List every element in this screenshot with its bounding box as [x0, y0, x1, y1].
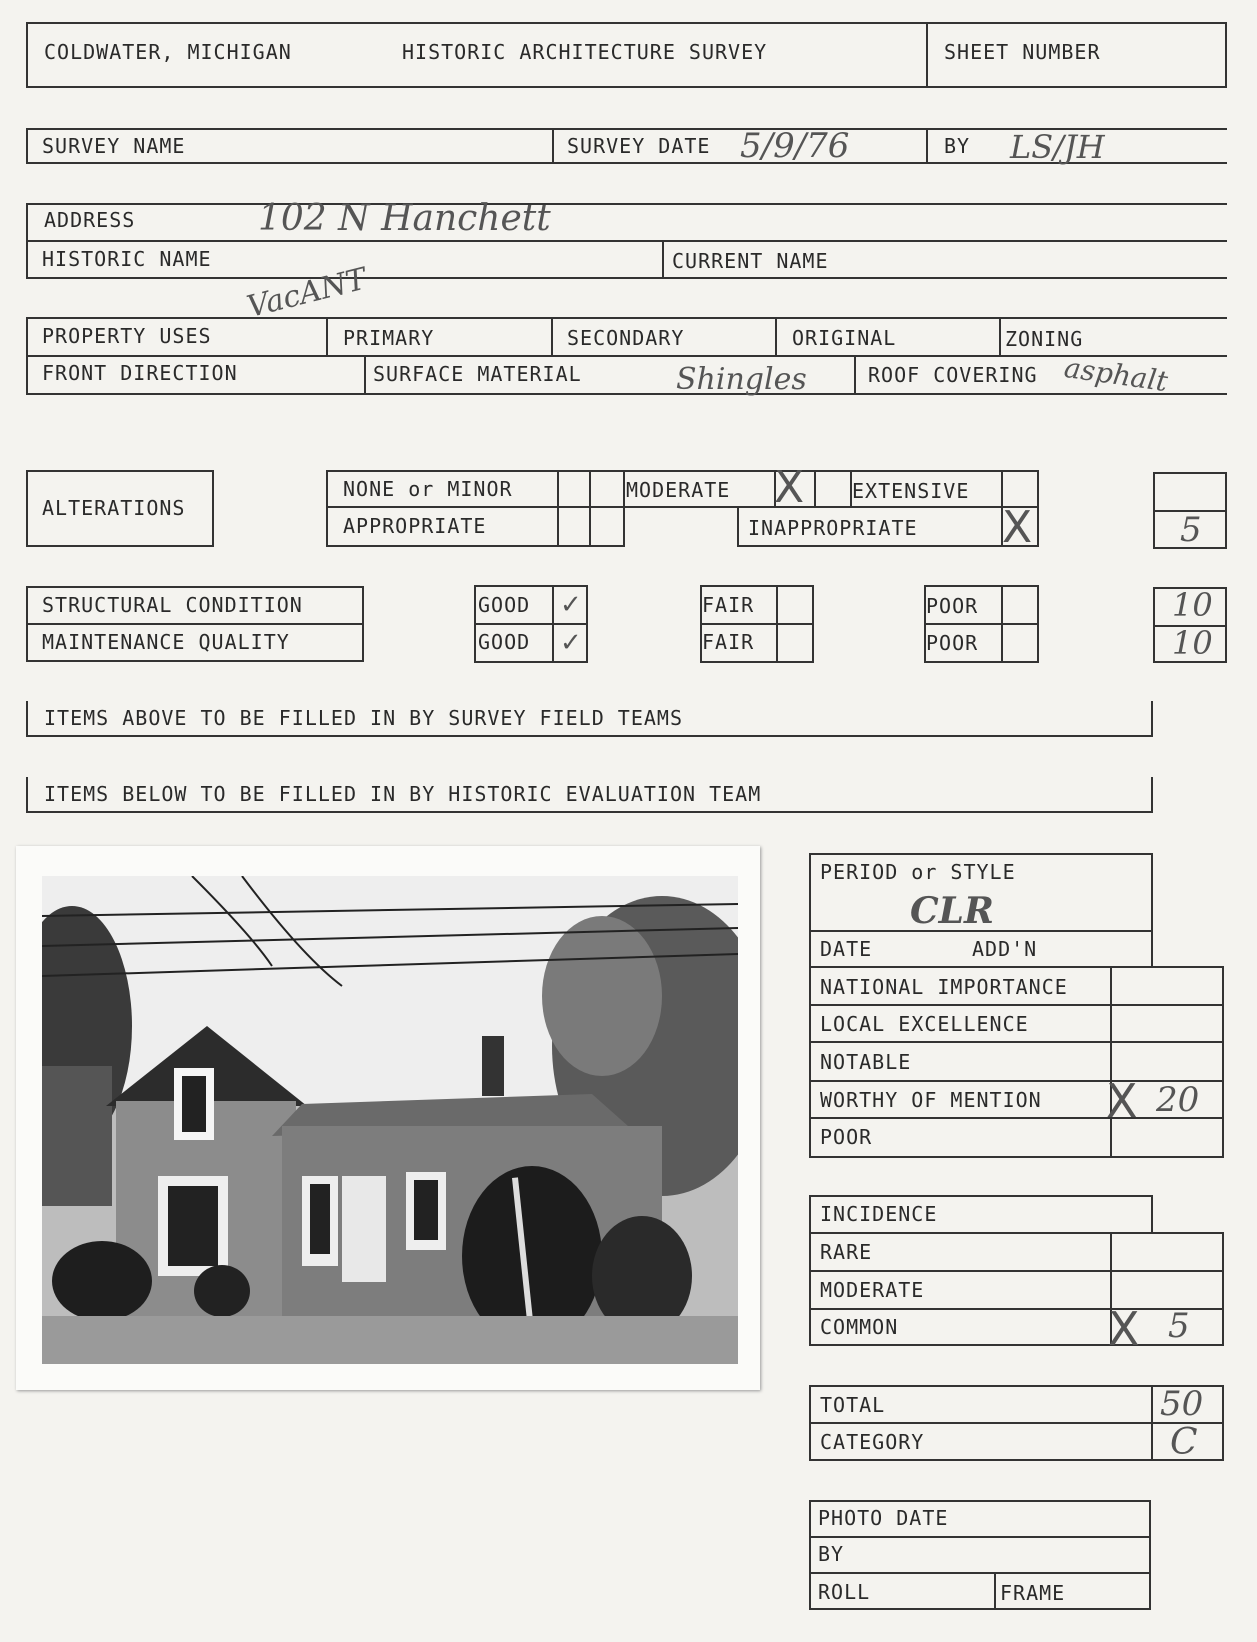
alt-div-2	[589, 470, 591, 547]
eval-v2	[1222, 966, 1224, 1158]
address-value: 102 N Hanchett	[258, 198, 551, 239]
alt-div-3	[623, 470, 625, 547]
good-vdiv	[552, 585, 554, 663]
inc-h4	[809, 1344, 1224, 1346]
date-label: DATE	[820, 937, 873, 961]
good-label-2: GOOD	[478, 630, 531, 654]
eval-h7	[809, 1156, 1224, 1158]
alt-div-9	[737, 508, 739, 547]
maintenance-label: MAINTENANCE QUALITY	[42, 630, 290, 654]
alt-div-8	[1037, 470, 1039, 547]
identity-divider-v	[662, 240, 664, 279]
property-divider-6	[854, 355, 856, 395]
incidence-right	[1151, 1195, 1153, 1233]
header-title: HISTORIC ARCHITECTURE SURVEY	[402, 40, 768, 64]
condition-label-divider	[26, 623, 364, 625]
structural-label: STRUCTURAL CONDITION	[42, 593, 303, 617]
inappropriate-mark: X	[1002, 502, 1033, 553]
none-minor-label: NONE or MINOR	[343, 477, 513, 501]
incidence-label: INCIDENCE	[820, 1202, 938, 1226]
secondary-label: SECONDARY	[567, 326, 685, 350]
period-style-label: PERIOD or STYLE	[820, 860, 1016, 884]
poor-label-1: POOR	[926, 594, 979, 618]
inc-h2	[809, 1270, 1224, 1272]
notes-above: ITEMS ABOVE TO BE FILLED IN BY SURVEY FIELD TEAMS	[44, 706, 684, 730]
eval-h4	[809, 1041, 1224, 1043]
property-divider-4	[999, 317, 1001, 355]
front-direction-label: FRONT DIRECTION	[42, 361, 238, 385]
alt-left	[326, 470, 328, 547]
current-name-label: CURRENT NAME	[672, 249, 829, 273]
roof-covering-label: ROOF COVERING	[868, 363, 1038, 387]
survey-divider-2	[926, 128, 928, 164]
structural-score: 10	[1172, 586, 1213, 624]
survey-by-label: BY	[944, 134, 971, 158]
poor-vdiv	[1001, 585, 1003, 663]
property-divider-2	[551, 317, 553, 355]
alt-bottom-2	[737, 545, 1039, 547]
notable-label: NOTABLE	[820, 1050, 912, 1074]
worthy-label: WORTHY OF MENTION	[820, 1088, 1042, 1112]
header-city: COLDWATER, MICHIGAN	[44, 40, 292, 64]
property-uses-label: PROPERTY USES	[42, 324, 212, 348]
inc-h1	[809, 1232, 1224, 1234]
survey-date-value: 5/9/76	[740, 126, 850, 166]
survey-by-value: LS/JH	[1010, 128, 1105, 166]
inc-v2	[1222, 1232, 1224, 1346]
inappropriate-label: INAPPROPRIATE	[748, 516, 918, 540]
zoning-label: ZONING	[1005, 327, 1084, 351]
eval-poor-label: POOR	[820, 1125, 873, 1149]
roll-label: ROLL	[818, 1580, 871, 1604]
appropriate-label: APPROPRIATE	[343, 514, 487, 538]
national-importance-label: NATIONAL IMPORTANCE	[820, 975, 1068, 999]
original-label: ORIGINAL	[792, 326, 897, 350]
structural-good-mark: ✓	[560, 590, 582, 620]
roof-covering-value: asphalt	[1062, 350, 1170, 399]
moderate-mark: X	[774, 462, 805, 513]
worthy-mark: X	[1106, 1074, 1138, 1128]
alterations-score: 5	[1180, 510, 1202, 550]
property-uses-value: VacANT	[243, 261, 370, 325]
total-label: TOTAL	[820, 1393, 886, 1417]
property-divider-5	[364, 355, 366, 395]
period-style-value: CLR	[910, 890, 994, 932]
addn-label: ADD'N	[972, 937, 1038, 961]
total-value: 50	[1160, 1384, 1204, 1424]
primary-label: PRIMARY	[343, 326, 435, 350]
good-label-1: GOOD	[478, 593, 531, 617]
good-divider	[474, 623, 588, 625]
survey-date-label: SURVEY DATE	[567, 134, 711, 158]
property-divider-1	[326, 317, 328, 355]
eval-h3	[809, 1004, 1224, 1006]
poor-label-2: POOR	[926, 631, 979, 655]
photo-v1	[994, 1572, 996, 1610]
category-label: CATEGORY	[820, 1430, 925, 1454]
common-mark: X	[1108, 1302, 1140, 1356]
common-label: COMMON	[820, 1315, 899, 1339]
property-divider-3	[775, 317, 777, 355]
worthy-score: 20	[1156, 1080, 1200, 1120]
totals-vdiv	[1151, 1385, 1153, 1461]
house-photo	[16, 846, 760, 1390]
house-photo-image	[42, 876, 738, 1364]
eval-v1	[1110, 966, 1112, 1158]
sheet-number-label: SHEET NUMBER	[944, 40, 1101, 64]
frame-label: FRAME	[1000, 1581, 1066, 1605]
photo-h1	[809, 1536, 1151, 1538]
extensive-label: EXTENSIVE	[852, 479, 970, 503]
identity-divider-h	[26, 240, 1227, 242]
photo-by-label: BY	[818, 1542, 845, 1566]
surface-material-label: SURFACE MATERIAL	[373, 362, 582, 386]
surface-material-value: Shingles	[676, 362, 807, 397]
inc-h3	[809, 1308, 1224, 1310]
alt-div-5	[814, 470, 816, 508]
poor-divider	[924, 623, 1039, 625]
historic-name-label: HISTORIC NAME	[42, 247, 212, 271]
eval-h2	[809, 966, 1224, 968]
maintenance-score: 10	[1172, 624, 1213, 662]
moderate-label: MODERATE	[626, 478, 731, 502]
notes-below: ITEMS BELOW TO BE FILLED IN BY HISTORIC EVALUATION TEAM	[44, 782, 762, 806]
address-label: ADDRESS	[44, 208, 136, 232]
photo-h2	[809, 1572, 1151, 1574]
survey-name-label: SURVEY NAME	[42, 134, 186, 158]
fair-vdiv	[776, 585, 778, 663]
category-value: C	[1170, 1422, 1198, 1463]
fair-label-2: FAIR	[702, 630, 755, 654]
fair-label-1: FAIR	[702, 593, 755, 617]
header-divider	[926, 22, 928, 88]
photo-date-label: PHOTO DATE	[818, 1506, 949, 1530]
rare-label: RARE	[820, 1240, 873, 1264]
incidence-moderate-label: MODERATE	[820, 1278, 925, 1302]
common-score: 5	[1168, 1306, 1190, 1346]
alt-div-1	[557, 470, 559, 547]
alterations-label: ALTERATIONS	[42, 496, 186, 520]
alt-bottom-1	[326, 545, 623, 547]
property-divider-h	[26, 355, 1227, 357]
fair-divider	[700, 623, 814, 625]
maintenance-good-mark: ✓	[560, 628, 582, 658]
evaluation-right	[1151, 853, 1153, 968]
local-excellence-label: LOCAL EXCELLENCE	[820, 1012, 1029, 1036]
survey-divider-1	[552, 128, 554, 164]
